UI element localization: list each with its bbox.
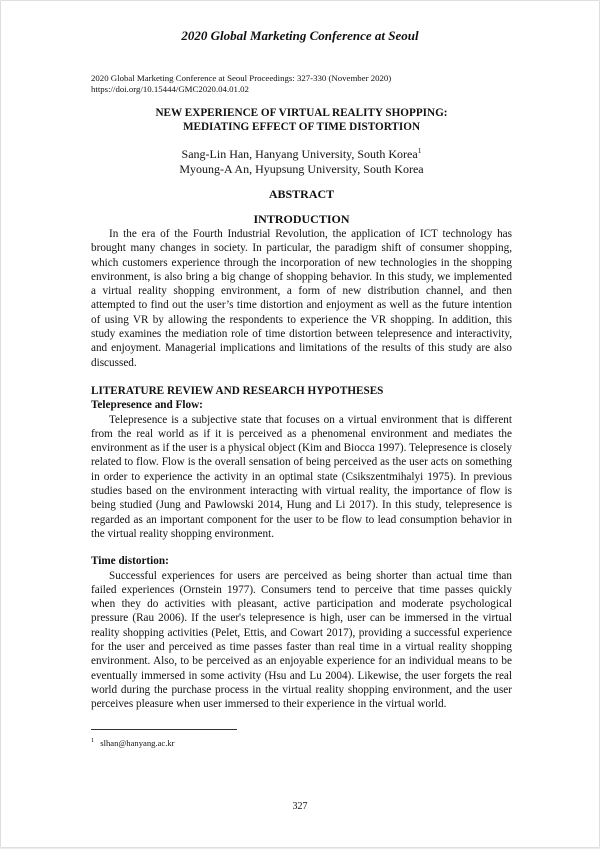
title-line-1: NEW EXPERIENCE OF VIRTUAL REALITY SHOPPING: (155, 107, 448, 119)
abstract-heading: ABSTRACT (268, 187, 335, 201)
page-number: 327 (292, 801, 308, 812)
author-2: Myoung-A An, Hyupsung University, South Korea (179, 162, 424, 176)
footnote-email[interactable]: slhan@hanyang.ac.kr (100, 738, 175, 748)
doi-line[interactable]: https://doi.org/10.15444/GMC2020.04.01.02 (91, 84, 249, 94)
telepresence-paragraph: Telepresence is a subjective state that focuses on a virtual environment that is different from the real world as if it is perceived as a phenomenal environment and mediates the environment as if the user is a physical object (Kim and Biocca 1997). Telepresence is closely related to flow. Flow is the overall sensation of being perceived as the user acts on something in order to experience the activity in an optimal state (Csikszentmihalyi 1975). In previous studies based on the environment interacting with virtual reality, the importance of flow is being studied (Jung and Pawlowski 2014, Hung and Li 2017). In this study, telepresence is regarded as an important component for the user to be flow to lead consumption behavior in the virtual reality shopping environment. (91, 413, 512, 540)
proceedings-line: 2020 Global Marketing Conference at Seoul Proceedings: 327-330 (November 2020) (91, 73, 392, 83)
footnote-divider (91, 729, 237, 730)
footnote (91, 738, 175, 749)
literature-review-heading: LITERATURE REVIEW AND RESEARCH HYPOTHESES (91, 384, 384, 397)
paper-page (1, 1, 599, 847)
footnote-mark: 1 (91, 737, 95, 744)
time-distortion-heading: Time distortion: (91, 555, 169, 568)
running-header: 2020 Global Marketing Conference at Seoul (181, 28, 419, 43)
publication-meta (91, 73, 511, 95)
author-1 (91, 147, 512, 162)
introduction-paragraph: In the era of the Fourth Industrial Revolution, the application of ICT technology has brought many changes in society. In particular, the paradigm shift of consumer shopping, which customers experience through the incorporation of new technologies in the shopping environment, is also bring a big change of shopping behavior. In this study, we implemented a virtual reality shopping environment, a form of new distribution channel, and then attempted to find out the user’s time distortion and enjoyment as well as the future intention of using VR by allowing the respondents to experience the VR shopping. In addition, this study examines the mediation role of time distortion between telepresence and interactivity, and enjoyment. Managerial implications and limitations of the results of this study are also discussed. (91, 228, 512, 369)
introduction-heading: INTRODUCTION (253, 212, 350, 226)
paper-title (91, 107, 512, 134)
footnote-marker[interactable]: 1 (417, 146, 422, 155)
title-line-2: MEDIATING EFFECT OF TIME DISTORTION (182, 120, 421, 133)
time-distortion-paragraph: Successful experiences for users are perceived as being shorter than actual time than failed experiences (Ornstein 1977). Consumers tend to perceive that time passes quickly when they do activities with pleasant, active participation and moderate psychological pressure (Rau 2006). If the user's telepresence is high, user can be immersed in the virtual reality shopping activities (Pelet, Ettis, and Cowart 2017), providing a successful experience for the user and perceived as time passes faster than real time in a virtual reality shopping environment. Also, to be perceived as an enjoyable experience for an individual means to be eventually immersed in some activity (Hsu and Lu 2004). Likewise, the user forgets the real world during the purchase process in the virtual reality shopping environment, and the user perceives pleasure when user immersed to their experience in the virtual world. (91, 569, 512, 711)
author-1-text: Sang-Lin Han, Hanyang University, South Korea (181, 147, 418, 161)
author-block (91, 147, 512, 177)
telepresence-heading: Telepresence and Flow: (91, 399, 203, 412)
main-content (91, 107, 512, 712)
